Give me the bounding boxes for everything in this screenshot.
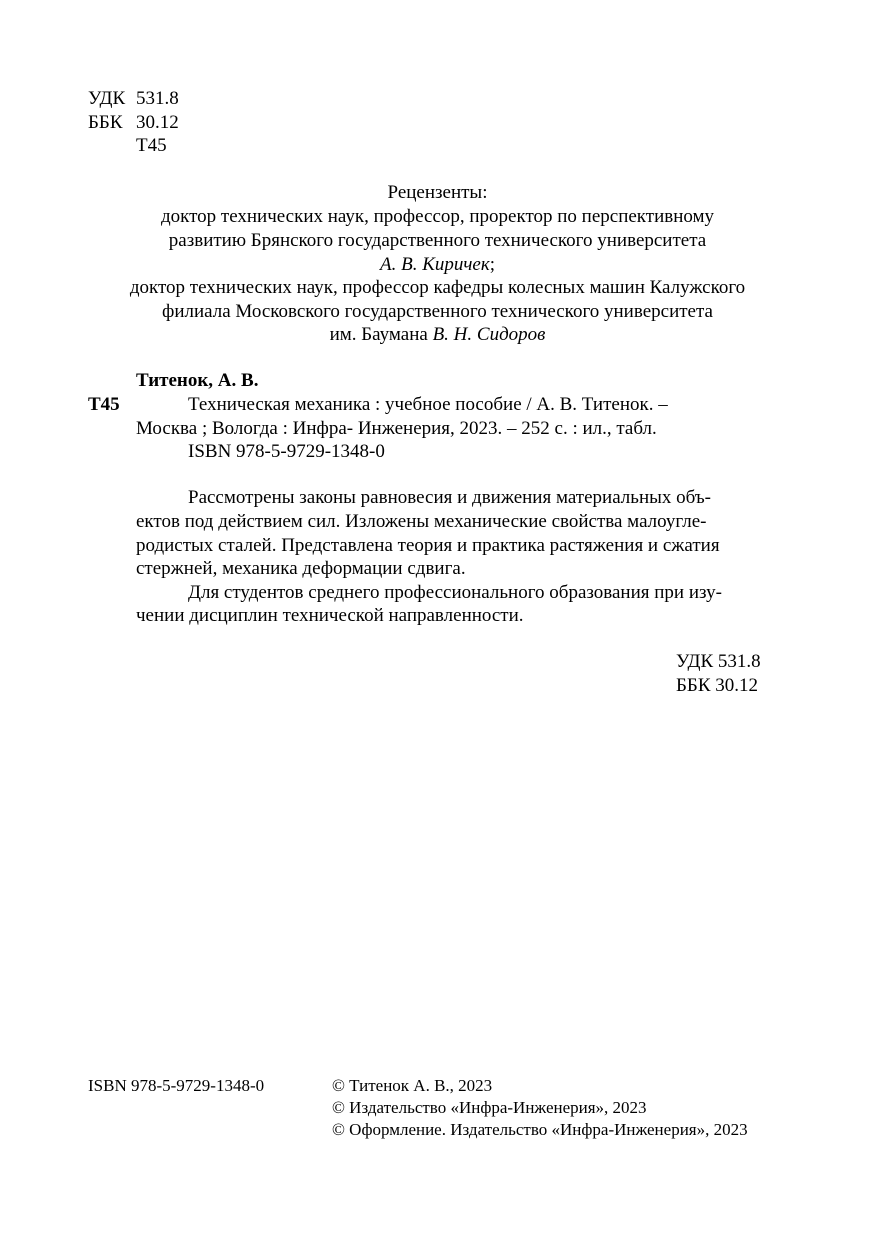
footer-copyright-design: © Оформление. Издательство «Инфра-Инженерия», 2023 [332, 1120, 748, 1139]
annotation-p2-l2: чении дисциплин технической направленности. [136, 605, 524, 626]
author-mark-top: Т45 [136, 135, 167, 156]
reviewer1-name-line [0, 254, 875, 276]
bbk-value: 30.12 [136, 112, 179, 133]
annotation-p1-l4: стержней, механика деформации сдвига. [136, 558, 466, 579]
bib-line1 [188, 394, 762, 416]
annotation-p1-l1: Рассмотрены законы равновесия и движения материальных объ- [188, 487, 711, 508]
udk-bottom: УДК 531.8 [676, 651, 761, 672]
reviewer2-line1: доктор технических наук, профессор кафедры колесных машин Калужского [129, 277, 746, 298]
reviewer2-prefix: им. Баумана [329, 324, 428, 345]
reviewer1-name: А. В. Киричек [380, 254, 490, 275]
bib-author: Титенок, А. В. [136, 370, 259, 391]
bib-isbn: ISBN 978-5-9729-1348-0 [188, 441, 385, 462]
bbk-label: ББК [88, 112, 123, 133]
reviewer1-line1: доктор технических наук, профессор, проректор по перспективному [160, 206, 715, 227]
reviewer1-punct: ; [489, 254, 495, 275]
udk-value: 531.8 [136, 88, 179, 109]
annotation-p2-l1: Для студентов среднего профессионального образования при изу- [188, 582, 722, 603]
bib-line2: Москва ; Вологда : Инфра- Инженерия, 2023. – 252 с. : ил., табл. [136, 418, 657, 439]
reviewer2-line2: филиала Московского государственного технического университета [162, 301, 713, 322]
reviewer2-line3 [0, 324, 875, 346]
bbk-bottom: ББК 30.12 [676, 675, 758, 696]
reviewers-title: Рецензенты: [387, 182, 488, 203]
footer-isbn: ISBN 978-5-9729-1348-0 [88, 1076, 265, 1095]
reviewer1-line2: развитию Брянского государственного технического университета [168, 230, 707, 251]
udk-label: УДК [88, 88, 126, 109]
bib-line1-text: Техническая механика : учебное пособие / А. В. Титенок. – [188, 394, 668, 415]
reviewer2-name: В. Н. Сидоров [432, 324, 546, 345]
annotation-p1-l2: ектов под действием сил. Изложены механические свойства малоугле- [136, 511, 707, 532]
bib-mark: Т45 [88, 394, 120, 415]
footer-copyright-publisher: © Издательство «Инфра-Инженерия», 2023 [332, 1098, 647, 1117]
footer-copyright-author: © Титенок А. В., 2023 [332, 1076, 493, 1095]
annotation-p1-l3: родистых сталей. Представлена теория и практика растяжения и сжатия [136, 535, 720, 556]
